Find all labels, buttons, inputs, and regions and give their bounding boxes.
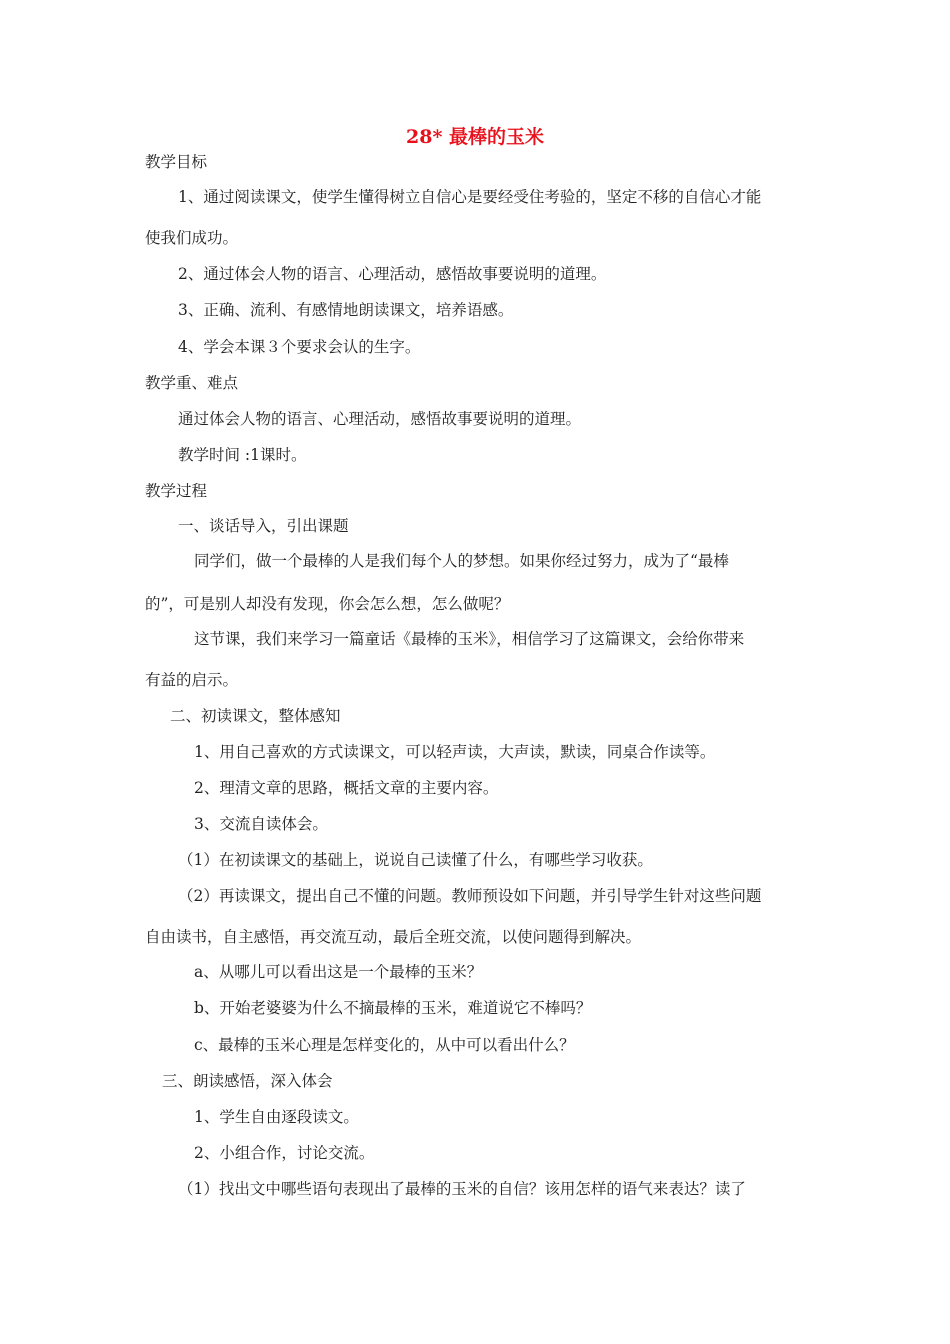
question-item: a、从哪儿可以看出这是一个最棒的玉米？ xyxy=(194,963,483,981)
document-title: 28* 最棒的玉米 xyxy=(406,126,544,148)
subheading: 二、初读课文，整体感知 xyxy=(170,707,341,725)
question-item: b、开始老婆婆为什么不摘最棒的玉米，难道说它不棒吗？ xyxy=(194,999,592,1017)
section-heading-key-points: 教学重、难点 xyxy=(145,374,239,392)
question-item: c、最棒的玉米心理是怎样变化的，从中可以看出什么？ xyxy=(194,1036,575,1054)
paragraph-line: 使我们成功。 xyxy=(145,229,239,247)
section-heading-goals: 教学目标 xyxy=(145,153,208,171)
paragraph-line: 1、学生自由逐段读文。 xyxy=(194,1108,359,1126)
paragraph-line: 自由读书，自主感悟，再交流互动，最后全班交流，以使问题得到解决。 xyxy=(145,928,642,946)
paragraph-line: 2、小组合作，讨论交流。 xyxy=(194,1144,375,1162)
paragraph-line: 通过体会人物的语言、心理活动，感悟故事要说明的道理。 xyxy=(178,410,582,428)
paragraph-line: （1）在初读课文的基础上，说说自己读懂了什么，有哪些学习收获。 xyxy=(178,851,653,869)
paragraph-line: 4、学会本课３个要求会认的生字。 xyxy=(178,338,421,356)
paragraph-line: 2、通过体会人物的语言、心理活动，感悟故事要说明的道理。 xyxy=(178,265,607,283)
paragraph-line: 1、通过阅读课文，使学生懂得树立自信心是要经受住考验的，坚定不移的自信心才能 xyxy=(178,188,762,206)
paragraph-line: 1、用自己喜欢的方式读课文，可以轻声读，大声读，默读，同桌合作读等。 xyxy=(194,743,716,761)
paragraph-line: 教学时间 :1课时。 xyxy=(178,446,307,464)
paragraph-line: 这节课，我们来学习一篇童话《最棒的玉米》，相信学习了这篇课文，会给你带来 xyxy=(194,630,745,648)
subheading: 三、朗读感悟，深入体会 xyxy=(162,1072,333,1090)
paragraph-line: 3、交流自读体会。 xyxy=(194,815,328,833)
section-heading-process: 教学过程 xyxy=(145,482,208,500)
paragraph-line: 3、正确、流利、有感情地朗读课文，培养语感。 xyxy=(178,301,514,319)
paragraph-line: （1）找出文中哪些语句表现出了最棒的玉米的自信？该用怎样的语气来表达？读了 xyxy=(178,1180,746,1198)
paragraph-line: 2、理清文章的思路，概括文章的主要内容。 xyxy=(194,779,499,797)
paragraph-line: 同学们，做一个最棒的人是我们每个人的梦想。如果你经过努力，成为了“最棒 xyxy=(194,552,729,570)
paragraph-line: （2）再读课文，提出自己不懂的问题。教师预设如下问题，并引导学生针对这些问题 xyxy=(178,887,762,905)
paragraph-line: 有益的启示。 xyxy=(145,671,239,689)
subheading: 一、谈话导入，引出课题 xyxy=(178,517,349,535)
paragraph-line: 的”，可是别人却没有发现，你会怎么想，怎么做呢？ xyxy=(145,595,510,613)
